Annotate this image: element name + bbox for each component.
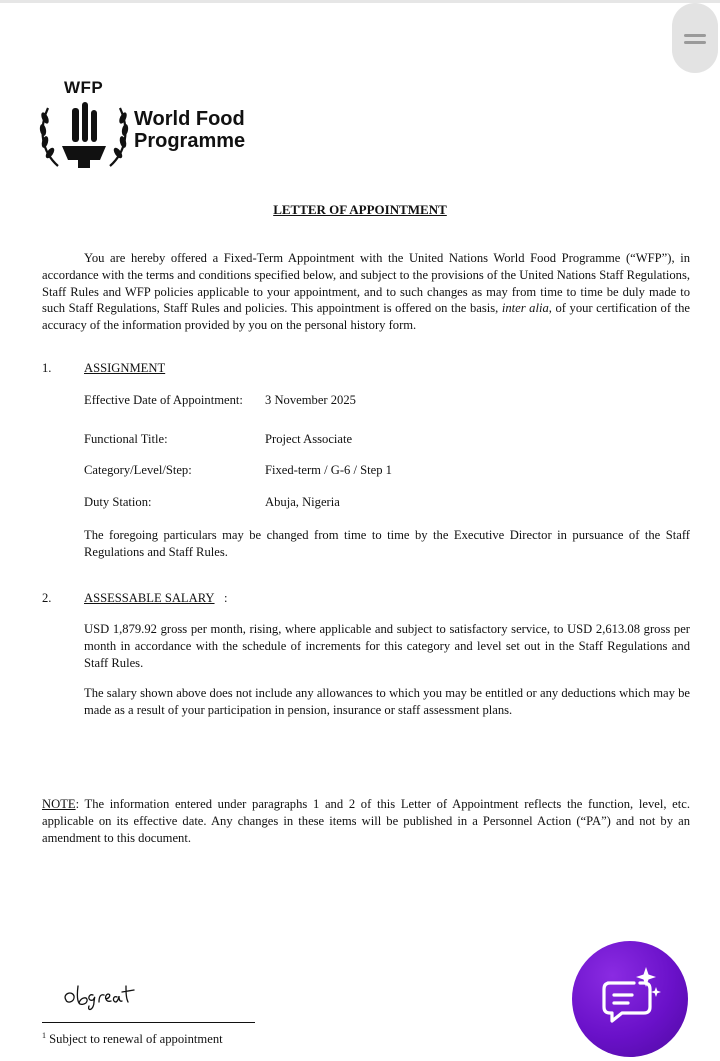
section1-note: The foregoing particulars may be changed from time to time by the Executive Director in pursuance of the Staff Regulations and Staff Rules. <box>84 528 690 559</box>
footnote-text: Subject to renewal of appointment <box>46 1032 223 1047</box>
logo-name-line1: World Food <box>134 108 245 130</box>
intro-paragraph <box>42 250 690 334</box>
signature-line <box>42 1022 255 1023</box>
logo-name <box>134 108 245 152</box>
handwritten-signature <box>60 978 170 1018</box>
salary-paragraph: USD 1,879.92 gross per month, rising, where applicable and subject to satisfactory service, to USD 2,613.08 gross per month in accordance with the schedule of increments for this category and level set out in the Staff Regulations and Staff Rules. <box>84 622 690 670</box>
footnote <box>42 1031 223 1047</box>
logo-abbreviation: WFP <box>64 78 104 97</box>
intro-text: You are hereby offered a Fixed-Term Appointment with the United Nations World Food Programme (“WFP”), in accordance with the terms and conditions specified below, and subject to the provisions of the United Nations Staff Regulations, Staff Rules and WFP policies applicable to your appointment, and to such changes as may from time to time be duly made to such Staff Regulations, Staff Rules and policies. This appointment is offered on the basis, <box>42 251 690 316</box>
top-bar <box>0 0 720 3</box>
duty-station-label: Duty Station: <box>84 495 152 509</box>
logo-name-line2: Programme <box>134 130 246 152</box>
note-text: : The information entered under paragraphs 1 and 2 of this Letter of Appointment reflects the function, level, etc. applicable on its effective date. Any changes in these items will be published in a Personnel Action (“PA”) and not by an amendment to this document. <box>42 797 690 845</box>
section1-number: 1. <box>42 361 52 375</box>
category-label: Category/Level/Step: <box>84 463 192 477</box>
category-value: Fixed-term / G-6 / Step 1 <box>265 463 392 477</box>
menu-button[interactable] <box>672 3 718 73</box>
functional-title-label: Functional Title: <box>84 432 168 446</box>
note-label: NOTE <box>42 797 76 811</box>
duty-station-value: Abuja, Nigeria <box>265 495 340 509</box>
section2-title-suffix: : <box>224 591 228 605</box>
section2-number: 2. <box>42 591 52 605</box>
allowances-paragraph: The salary shown above does not include any allowances to which you may be entitled or any deductions which may be made as a result of your participation in pension, insurance or staff assessment plans. <box>84 686 690 717</box>
wfp-logo <box>38 78 278 174</box>
menu-icon <box>684 34 706 37</box>
effective-date-label: Effective Date of Appointment: <box>84 393 243 407</box>
wheat-wreath-icon <box>38 94 130 174</box>
effective-date-value: 3 November 2025 <box>265 393 356 407</box>
intro-text-end: , of your certification of the accuracy of the information provided by you on the personal history form. <box>42 301 690 333</box>
note-paragraph <box>42 796 690 846</box>
document-title: LETTER OF APPOINTMENT <box>273 202 447 217</box>
functional-title-value: Project Associate <box>265 432 353 446</box>
section1-title: ASSIGNMENT <box>84 361 166 375</box>
intro-italic: inter alia <box>501 301 549 316</box>
ai-assistant-button[interactable] <box>572 941 688 1057</box>
sparkle-chat-icon <box>600 967 662 1029</box>
footnote-mark: 1 <box>42 1031 46 1040</box>
section2-title-text: ASSESSABLE SALARY <box>84 591 215 605</box>
menu-icon-bar <box>684 41 706 44</box>
section2-title <box>84 591 215 606</box>
